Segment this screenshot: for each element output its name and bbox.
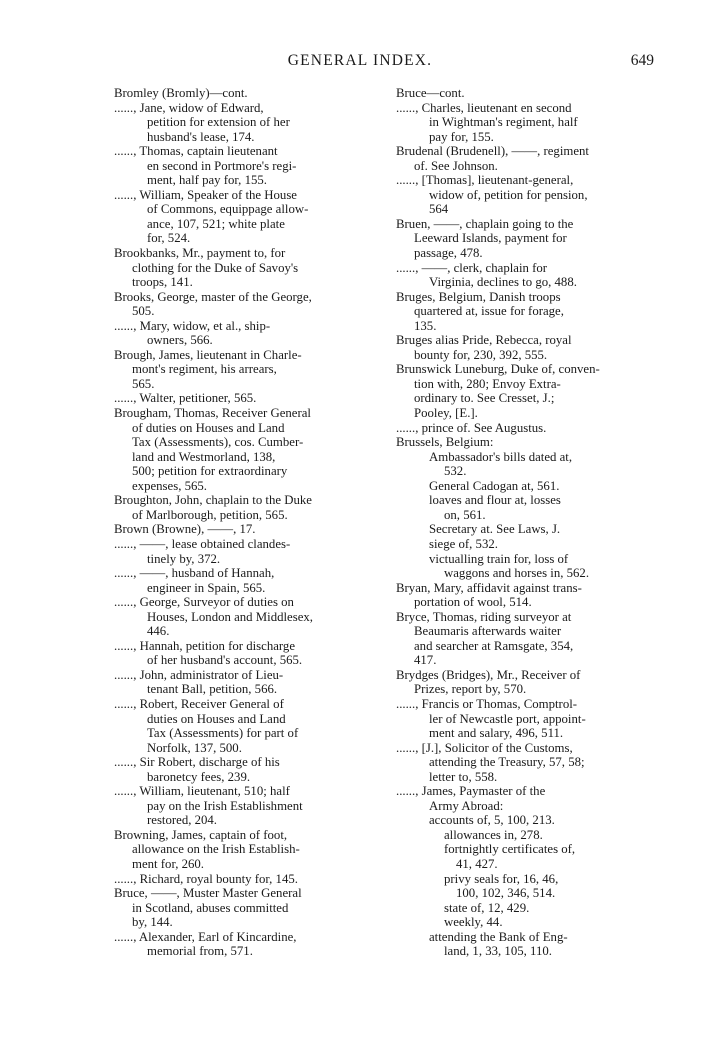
index-entry-line: General Cadogan at, 561. xyxy=(429,478,560,493)
index-entry xyxy=(114,348,376,392)
index-entry-line: ......, Charles, lieutenant en second xyxy=(396,100,572,115)
index-entry-line: privy seals for, 16, 46, xyxy=(444,871,559,886)
index-entry-line: loaves and flour at, losses xyxy=(429,493,561,508)
index-entry-line: husband's lease, 174. xyxy=(147,129,255,144)
index-entry xyxy=(114,639,376,668)
index-entry-line: petition for extension of her xyxy=(147,115,290,130)
index-entry-line: Bruce—cont. xyxy=(396,86,465,100)
index-entry-line: clothing for the Duke of Savoy's xyxy=(132,260,299,275)
index-entry-line: ment, half pay for, 155. xyxy=(147,173,267,188)
index-entry-line: quartered at, issue for forage, xyxy=(414,304,564,319)
index-entry-line: 505. xyxy=(132,304,155,319)
index-entry-line: ......, [Thomas], lieutenant-general, xyxy=(396,173,574,188)
index-entry-line: Ambassador's bills dated at, xyxy=(429,449,573,464)
index-entry-line: ......, Sir Robert, discharge of his xyxy=(114,755,280,770)
index-entry-line: of Commons, equippage allow- xyxy=(147,202,309,217)
index-entry-line: allowance on the Irish Establish- xyxy=(132,842,300,857)
index-entry xyxy=(396,552,660,581)
index-entry-line: Bruce, ——, Muster Master General xyxy=(114,886,302,901)
index-entry xyxy=(114,566,376,595)
index-entry xyxy=(396,435,660,450)
index-entry xyxy=(396,421,660,436)
index-entry-line: 532. xyxy=(444,464,467,479)
index-entry-line: Pooley, [E.]. xyxy=(414,406,478,421)
index-entry xyxy=(396,261,660,290)
index-entry-line: Leeward Islands, payment for xyxy=(414,231,567,246)
index-entry-line: ordinary to. See Cresset, J.; xyxy=(414,391,555,406)
index-entry-line: ......, Hannah, petition for discharge xyxy=(114,638,296,653)
index-entry xyxy=(114,188,376,246)
index-entry xyxy=(396,333,660,362)
index-entry xyxy=(396,86,660,101)
index-entry xyxy=(396,741,660,785)
index-entry-line: of. See Johnson. xyxy=(414,158,498,173)
index-entry-line: ler of Newcastle port, appoint- xyxy=(429,711,586,726)
index-entry xyxy=(396,522,660,537)
index-entry-line: attending the Treasury, 57, 58; xyxy=(429,755,585,770)
index-entry-line: Virginia, declines to go, 488. xyxy=(429,275,577,290)
index-entry xyxy=(114,755,376,784)
index-entry-line: Brough, James, lieutenant in Charle- xyxy=(114,347,302,362)
index-entry-line: Bruges, Belgium, Danish troops xyxy=(396,289,561,304)
index-column-right xyxy=(396,86,660,959)
index-column-left xyxy=(114,86,376,959)
index-entry-line: pay for, 155. xyxy=(429,129,494,144)
index-entry-line: letter to, 558. xyxy=(429,769,498,784)
index-entry-line: 100, 102, 346, 514. xyxy=(456,886,556,901)
index-entry xyxy=(396,610,660,668)
index-entry-line: ......, Walter, petitioner, 565. xyxy=(114,391,257,406)
running-title: GENERAL INDEX. xyxy=(287,52,433,69)
index-entry-line: ......, Robert, Receiver General of xyxy=(114,696,284,711)
index-entry-line: Brudenal (Brudenell), ——, regiment xyxy=(396,144,589,159)
index-entry-line: 446. xyxy=(147,624,170,639)
index-entry-line: ......, Mary, widow, et al., ship- xyxy=(114,318,271,333)
index-entry xyxy=(396,668,660,697)
index-entry-line: ......, James, Paymaster of the xyxy=(396,784,546,799)
index-entry-line: ......, Richard, royal bounty for, 145. xyxy=(114,871,298,886)
index-entry-line: weekly, 44. xyxy=(444,915,503,930)
index-entry-line: of duties on Houses and Land xyxy=(132,420,285,435)
index-entry xyxy=(114,86,376,101)
index-entry xyxy=(396,217,660,261)
index-entry-line: ......, William, Speaker of the House xyxy=(114,187,297,202)
index-entry-line: ......, [J.], Solicitor of the Customs, xyxy=(396,740,573,755)
index-entry xyxy=(114,595,376,639)
index-entry xyxy=(396,537,660,552)
index-entry-line: ......, Thomas, captain lieutenant xyxy=(114,144,278,159)
index-entry-line: Brooks, George, master of the George, xyxy=(114,289,312,304)
index-entry-line: ance, 107, 521; white plate xyxy=(147,216,285,231)
index-entry-line: mont's regiment, his arrears, xyxy=(132,362,277,377)
index-entry-line: state of, 12, 429. xyxy=(444,900,530,915)
index-entry xyxy=(396,173,660,217)
index-entry-line: en second in Portmore's regi- xyxy=(147,158,297,173)
index-entry xyxy=(114,246,376,290)
index-entry-line: widow of, petition for pension, xyxy=(429,187,588,202)
index-entry xyxy=(114,784,376,828)
index-entry-line: duties on Houses and Land xyxy=(147,711,286,726)
index-entry xyxy=(396,362,660,420)
index-entry-line: portation of wool, 514. xyxy=(414,595,532,610)
index-entry-line: Prizes, report by, 570. xyxy=(414,682,527,697)
index-entry-line: of her husband's account, 565. xyxy=(147,653,303,668)
index-entry-line: waggons and horses in, 562. xyxy=(444,566,590,581)
index-entry-line: ......, Francis or Thomas, Comptrol- xyxy=(396,696,578,711)
index-entry-line: Bryan, Mary, affidavit against trans- xyxy=(396,580,582,595)
index-entry-line: siege of, 532. xyxy=(429,536,498,551)
index-entry xyxy=(114,828,376,872)
index-entry-line: restored, 204. xyxy=(147,813,218,828)
index-entry-line: Houses, London and Middlesex, xyxy=(147,609,313,624)
index-entry-line: ......, Jane, widow of Edward, xyxy=(114,100,264,115)
index-entry-line: ......, Alexander, Earl of Kincardine, xyxy=(114,929,297,944)
index-entry-line: engineer in Spain, 565. xyxy=(147,580,266,595)
index-entry xyxy=(114,668,376,697)
index-entry-line: Bromley (Bromly)—cont. xyxy=(114,86,248,100)
index-entry-line: ......, William, lieutenant, 510; half xyxy=(114,784,290,799)
index-entry-line: tenant Ball, petition, 566. xyxy=(147,682,278,697)
index-entry-line: attending the Bank of Eng- xyxy=(429,929,568,944)
index-entry xyxy=(114,144,376,188)
index-entry-line: for, 524. xyxy=(147,231,191,246)
index-entry-line: Brussels, Belgium: xyxy=(396,435,494,450)
index-entry xyxy=(396,479,660,494)
index-entry-line: ......, ——, clerk, chaplain for xyxy=(396,260,548,275)
index-entry xyxy=(396,842,660,871)
index-entry-line: Bruen, ——, chaplain going to the xyxy=(396,216,574,231)
index-entry-line: Brydges (Bridges), Mr., Receiver of xyxy=(396,667,581,682)
index-entry xyxy=(396,101,660,145)
index-entry-line: Tax (Assessments) for part of xyxy=(147,726,299,741)
index-entry xyxy=(396,872,660,901)
index-entry-line: expenses, 565. xyxy=(132,478,207,493)
index-entry-line: passage, 478. xyxy=(414,246,483,261)
index-entry-line: 565. xyxy=(132,376,155,391)
index-entry xyxy=(114,522,376,537)
index-entry-line: accounts of, 5, 100, 213. xyxy=(429,813,555,828)
index-entry-line: 41, 427. xyxy=(456,856,498,871)
index-entry-line: of Marlborough, petition, 565. xyxy=(132,507,288,522)
index-entry xyxy=(114,697,376,755)
index-entry xyxy=(114,930,376,959)
index-entry xyxy=(114,537,376,566)
index-entry-line: in Wightman's regiment, half xyxy=(429,115,578,130)
index-entry-line: Brougham, Thomas, Receiver General xyxy=(114,406,311,421)
index-entry-line: ......, prince of. See Augustus. xyxy=(396,420,547,435)
index-entry-line: Browning, James, captain of foot, xyxy=(114,827,288,842)
index-entry-line: tinely by, 372. xyxy=(147,551,221,566)
index-entry xyxy=(396,784,660,813)
index-entry-line: Broughton, John, chaplain to the Duke xyxy=(114,493,312,508)
index-entry xyxy=(396,697,660,741)
index-entry-line: allowances in, 278. xyxy=(444,827,543,842)
index-entry-line: pay on the Irish Establishment xyxy=(147,798,303,813)
index-entry xyxy=(114,101,376,145)
page-header xyxy=(0,52,720,76)
index-entry xyxy=(114,872,376,887)
index-entry-line: bounty for, 230, 392, 555. xyxy=(414,347,548,362)
index-entry-line: Brunswick Luneburg, Duke of, conven- xyxy=(396,362,600,377)
index-entry-line: memorial from, 571. xyxy=(147,944,253,959)
index-entry-line: land, 1, 33, 105, 110. xyxy=(444,944,552,959)
index-entry xyxy=(114,391,376,406)
index-entry xyxy=(114,319,376,348)
index-entry-line: ment and salary, 496, 511. xyxy=(429,726,564,741)
index-entry-line: 135. xyxy=(414,318,437,333)
index-entry xyxy=(396,901,660,916)
index-entry xyxy=(396,930,660,959)
index-entry xyxy=(396,581,660,610)
index-entry-line: owners, 566. xyxy=(147,333,213,348)
index-entry-line: Secretary at. See Laws, J. xyxy=(429,522,561,537)
index-entry-line: Brookbanks, Mr., payment to, for xyxy=(114,246,286,261)
index-entry-line: victualling train for, loss of xyxy=(429,551,569,566)
index-entry xyxy=(396,450,660,479)
index-entry-line: Bruges alias Pride, Rebecca, royal xyxy=(396,333,572,348)
index-entry-line: Norfolk, 137, 500. xyxy=(147,740,242,755)
index-entry-line: land and Westmorland, 138, xyxy=(132,449,276,464)
index-entry-line: on, 561. xyxy=(444,507,486,522)
index-entry-line: ......, John, administrator of Lieu- xyxy=(114,667,284,682)
index-entry xyxy=(114,886,376,930)
index-entry xyxy=(396,493,660,522)
index-entry xyxy=(114,406,376,493)
index-entry-line: Bryce, Thomas, riding surveyor at xyxy=(396,609,572,624)
index-entry-line: in Scotland, abuses committed xyxy=(132,900,289,915)
index-entry xyxy=(396,828,660,843)
index-entry xyxy=(396,813,660,828)
index-entry xyxy=(396,290,660,334)
index-entry xyxy=(114,493,376,522)
index-entry-line: and searcher at Ramsgate, 354, xyxy=(414,638,574,653)
index-entry-line: ......, ——, lease obtained clandes- xyxy=(114,536,291,551)
index-entry-line: 500; petition for extraordinary xyxy=(132,464,288,479)
index-entry-line: 417. xyxy=(414,653,437,668)
page-number: 649 xyxy=(630,52,654,69)
index-entry-line: Army Abroad: xyxy=(429,798,504,813)
index-entry xyxy=(396,915,660,930)
index-entry-line: ......, George, Surveyor of duties on xyxy=(114,595,294,610)
index-entry-line: Tax (Assessments), cos. Cumber- xyxy=(132,435,304,450)
index-entry-line: Beaumaris afterwards waiter xyxy=(414,624,562,639)
index-entry-line: troops, 141. xyxy=(132,275,193,290)
index-entry-line: by, 144. xyxy=(132,915,173,930)
index-entry-line: ......, ——, husband of Hannah, xyxy=(114,566,275,581)
index-entry-line: tion with, 280; Envoy Extra- xyxy=(414,376,561,391)
index-entry xyxy=(396,144,660,173)
index-entry-line: fortnightly certificates of, xyxy=(444,842,576,857)
index-entry-line: baronetcy fees, 239. xyxy=(147,769,251,784)
index-entry-line: ment for, 260. xyxy=(132,856,204,871)
index-entry xyxy=(114,290,376,319)
index-entry-line: Brown (Browne), ——, 17. xyxy=(114,522,256,537)
index-entry-line: 564 xyxy=(429,202,449,217)
